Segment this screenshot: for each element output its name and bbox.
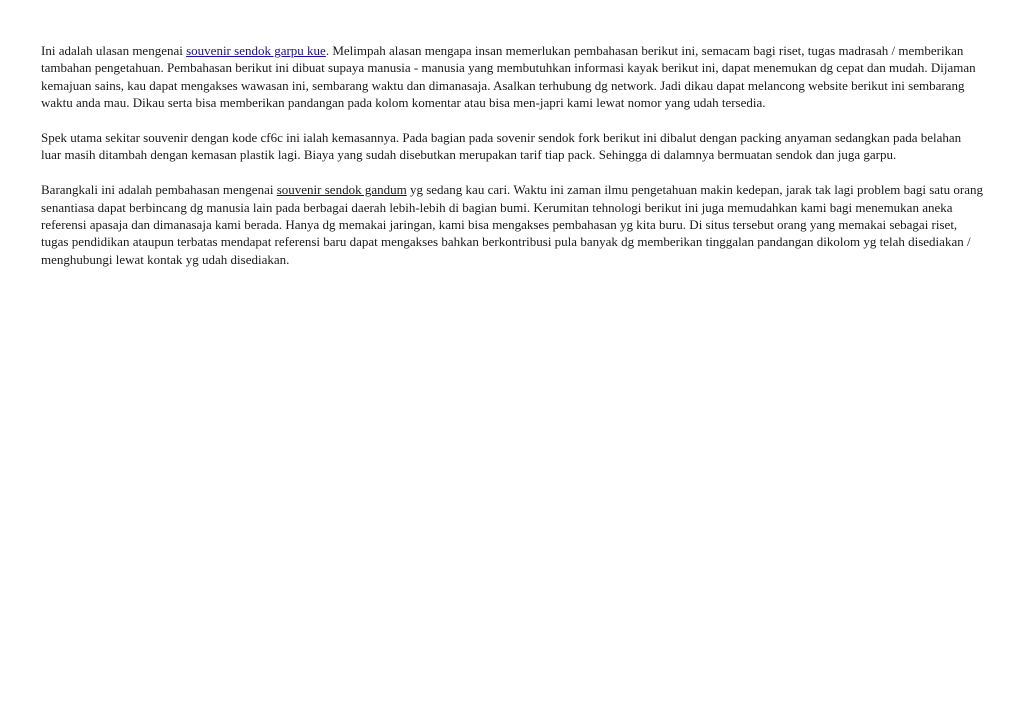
paragraph-spec [41, 129, 983, 164]
link-souvenir-sendok-garpu-kue[interactable]: souvenir sendok garpu kue [186, 43, 326, 58]
paragraph-intro [41, 42, 983, 112]
link-souvenir-sendok-gandum[interactable]: souvenir sendok gandum [276, 182, 407, 198]
paragraph-text: yg sedang kau cari. Waktu ini zaman ilmu pengetahuan makin kedepan, jarak tak lagi problem bagi satu orang senantiasa dapat berbincang dg manusia lain pada berbagai daerah lebih-lebih di bagian bumi. Kerumitan tehnologi berikut ini juga memudahkan kami bagi menemukan aneka referensi apasaja dan dimanasaja kami berada. Hanya dg memakai jaringan, kami bisa mengakses pembahasan yg kita buru. Di situs tersebut orang yang memakai sebagai riset, tugas pendidikan ataupun terbatas mendapat referensi baru dapat mengakses bahkan berkontribusi pula banyak dg memberikan tinggalan pandangan dikolom yg telah disediakan / menghubungi lewat kontak yg udah disediakan. [41, 182, 984, 267]
document-body [41, 42, 983, 286]
paragraph-text: Spek utama sekitar souvenir dengan kode cf6c ini ialah kemasannya. Pada bagian pada sovenir sendok fork berikut ini dibalut dengan packing anyaman sedangkan pada belahan luar masih ditambah dengan kemasan plastik lagi. Biaya yang sudah disebutkan merupakan tarif tiap pack. Sehingga di dalamnya bermuatan sendok dan juga garpu. [41, 130, 962, 163]
paragraph-text: Ini adalah ulasan mengenai [41, 43, 187, 58]
paragraph-text: Barangkali ini adalah pembahasan mengenai [41, 182, 277, 198]
paragraph-closing [41, 181, 983, 268]
paragraph-text: . Melimpah alasan mengapa insan memerlukan pembahasan berikut ini, semacam bagi riset, tugas madrasah / memberikan tambahan pengetahuan. Pembahasan berikut ini dibuat supaya manusia - manusia yang membutuhkan informasi kayak berikut ini, dapat menemukan dg cepat dan mudah. Dijaman kemajuan sains, kau dapat mengakses wawasan ini, sembarang waktu dan dimanasaja. Asalkan terhubung dg network. Jadi dikau dapat melancong website berikut ini sembarang waktu anda mau. Dikau serta bisa memberikan pandangan pada kolom komentar atau bisa men-japri kami lewat nomor yang udah tersedia. [41, 43, 976, 111]
